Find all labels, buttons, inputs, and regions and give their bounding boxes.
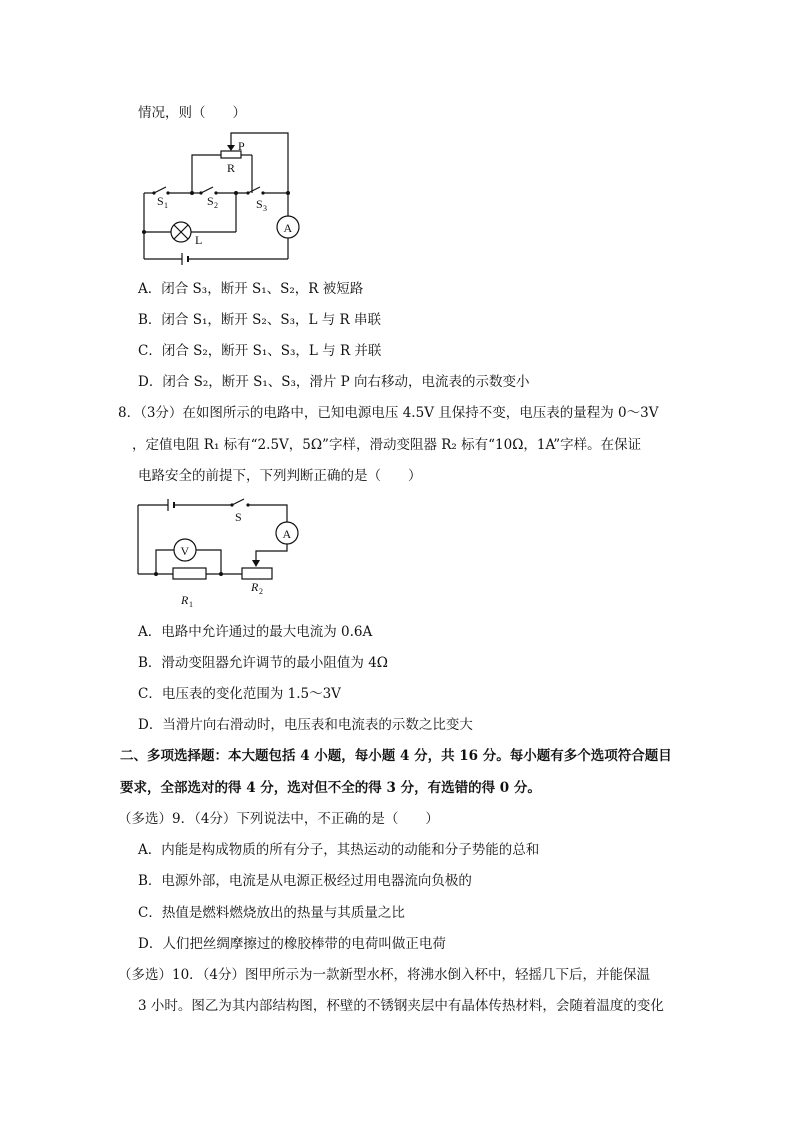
- q7-label-p: P: [238, 139, 245, 153]
- q8-stem-line1: 8．（3分）在如图所示的电路中，已知电源电压 4.5V 且保持不变，电压表的量程为 0～3V: [118, 405, 659, 421]
- q8-label-r1: R: [181, 593, 189, 607]
- q7-label-s1: S: [157, 194, 164, 208]
- q7-label-s3: S: [256, 197, 263, 211]
- q7-ammeter-label: A: [283, 221, 293, 235]
- q7-label-l: L: [195, 233, 203, 247]
- q8-option-b: B．滑动变阻器允许调节的最小阻值为 4Ω: [138, 655, 388, 671]
- q7-label-s1-sub: 1: [164, 201, 168, 210]
- q9-option-b: B．电源外部，电流是从电源正极经过用电器流向负极的: [138, 873, 472, 889]
- q8-label-r2-sub: 2: [259, 587, 263, 596]
- q7-stem-tail: 情况，则（ ）: [138, 105, 246, 121]
- q9-stem: （多选）9．（4分）下列说法中，不正确的是（ ）: [118, 811, 439, 827]
- q8-option-d: D．当滑片向右滑动时，电压表和电流表的示数之比变大: [138, 717, 473, 733]
- q8-label-r1-sub: 1: [189, 600, 193, 609]
- q7-label-s2-sub: 2: [214, 201, 218, 210]
- section2-heading-line1: 二、多项选择题：本大题包括 4 小题，每小题 4 分，共 16 分。每小题有多个选项符合题目: [120, 748, 672, 764]
- q8-option-c: C．电压表的变化范围为 1.5～3V: [138, 686, 341, 702]
- q7-option-c: C．闭合 S₂，断开 S₁、S₃，L 与 R 并联: [138, 343, 382, 359]
- q10-stem-line2: 3 小时。图乙为其内部结构图，杯壁的不锈钢夹层中有晶体传热材料，会随着温度的变化: [138, 998, 664, 1014]
- q8-stem-line3: 电路安全的前提下，下列判断正确的是（ ）: [138, 468, 422, 484]
- q7-label-r: R: [227, 161, 236, 175]
- q7-option-a: A．闭合 S₃，断开 S₁、S₂，R 被短路: [138, 281, 364, 297]
- q7-label-s2: S: [207, 194, 214, 208]
- section2-heading-line2: 要求，全部选对的得 4 分，选对但不全的得 3 分，有选错的得 0 分。: [120, 780, 541, 796]
- q8-option-a: A．电路中允许通过的最大电流为 0.6A: [138, 624, 373, 640]
- q8-label-s: S: [235, 510, 242, 524]
- q10-stem-line1: （多选）10．（4分）图甲所示为一款新型水杯，将沸水倒入杯中，轻摇几下后，并能保温: [118, 967, 651, 983]
- q8-voltmeter-label: V: [180, 544, 190, 558]
- q9-option-c: C．热值是燃料燃烧放出的热量与其质量之比: [138, 905, 405, 921]
- q7-option-b: B．闭合 S₁，断开 S₂、S₃，L 与 R 串联: [138, 312, 381, 328]
- q9-option-d: D．人们把丝绸摩擦过的橡胶棒带的电荷叫做正电荷: [138, 936, 446, 952]
- q8-stem-line2: ，定值电阻 R₁ 标有“2.5V，5Ω”字样，滑动变阻器 R₂ 标有“10Ω，1A”字样。在保证: [132, 437, 642, 453]
- q8-ammeter-label: A: [282, 527, 292, 541]
- q8-label-r2: R: [251, 580, 259, 594]
- q7-label-s3-sub: 3: [263, 204, 267, 213]
- q9-option-a: A．内能是构成物质的所有分子，其热运动的动能和分子势能的总和: [138, 842, 540, 858]
- q7-option-d: D．闭合 S₂，断开 S₁、S₃，滑片 P 向右移动，电流表的示数变小: [138, 374, 530, 390]
